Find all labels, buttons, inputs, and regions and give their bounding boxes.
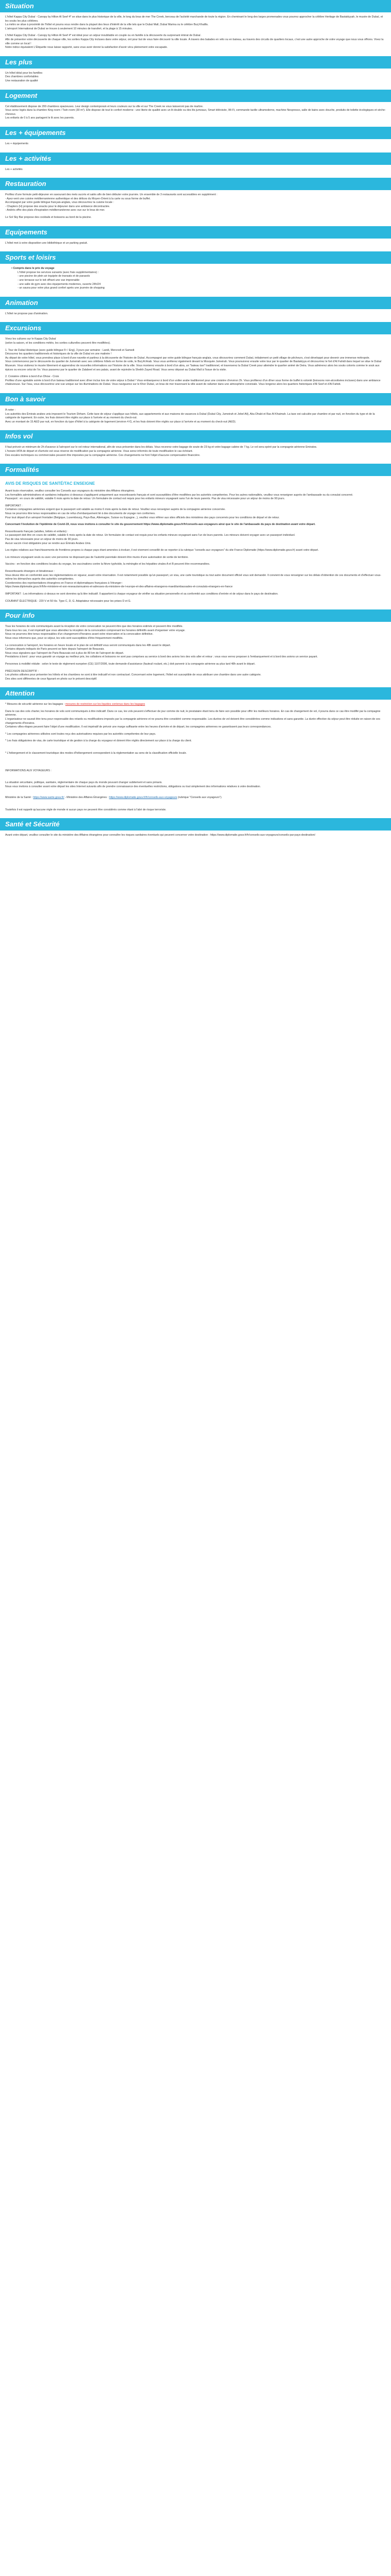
section-header-animation: Animation [0,297,391,309]
list-item: - une salle de gym avec des équipements modernes, ouverte 24h/24 [18,282,101,286]
pour-info-paragraph: La convocation à l'aéroport, les horaires en heure locale et le plan de vol définitif vous seront communiqués dans les 48h avant le départ. Certains départs indiqués de Paris peuvent se faire depuis l'aéroport de Beauvais. Nous vous signalons que l'aéroport de Paris Beauvais est à plus de 80 km de l'aéroport de départ. Prestations à bord : pour vous garantir un voyage au meilleur prix, les collations et boissons ne sont pas comprises au service à bord des avions lors des vols aller et retour ; vous vous verrez proposer à l'embarquement et à bord des avions un service payant. [5,643,318,659]
attention-paragraph: Dans le cas des vols charter, les horaires de vols sont communiqués à titre indicatif. Dans ce cas, les vols peuvent s'effectuer de jour comme de nuit, le prestataire étant tenu de faire son possible pour offrir les meilleurs horaires. En cas de changement de vol, il pourra dans ce cas être modifié par la compagnie aérienne. L'organisateur ne saurait être tenu pour responsable des retards ou modifications imposés par la compagnie aérienne et ne pourra être considéré comme responsable. Les durées de vol doivent être considérées comme indicatives et sans garantie. La durée effective du séjour peut être réduite en raison de ces changements d'horaires. Certaines villes-étapes peuvent faire l'objet d'une modification. Il est impératif de prévoir une marge suffisante entre les heures d'arrivée et de départ, les compagnies aériennes ne garantissent pas leurs correspondances. [5,709,381,729]
attention-paragraph: INFORMATIONS AUX VOYAGEURS : [5,769,52,772]
plus-activites-text: Les + activités [5,167,23,171]
section-header-excursions: Excursions [0,322,391,334]
section-header-plus: Les plus [0,56,391,69]
section-body-bon-a-savoir [0,405,391,430]
pour-info-paragraph: Personnes à mobilité réduite : selon le texte de règlement européen (CE) 1107/2006, toute demande d'assistance (fauteuil roulant, etc.) doit parvenir à la compagnie aérienne au plus tard 48h avant le départ. [5,662,255,666]
attention-paragraph: * Les frais obligatoires de visa, de carte touristique et de gestion à la charge du voyageur et doivent être réglés directement sur place à la charge du client. [5,739,192,743]
formalites-subheading: AVIS DE RISQUES DE SANTÉ/TAC ENSEIGNE [5,481,95,486]
section-body-plus [0,69,391,90]
pour-info-paragraph: PRÉCISION DESCRIPTIF : Les photos utilisées pour présenter les hôtels et les chambres ne sont à titre indicatif et non contractuel. Concernant votre logement, l'hôtel est susceptible de vous attribuer une chambre dans une autre catégorie. Des sites sont différentes de ceux figurant en photo sur le présent descriptif. [5,669,262,681]
equipements-paragraph: L'hôtel met à votre disposition une bibliothèque et un parking gratuit. [5,241,88,245]
section-body-equipements [0,239,391,252]
plus-list: Un hôtel idéal pour les familles Des chambres confortables Une restauration de qualité [5,71,43,82]
section-header-bon-a-savoir: Bon à savoir [0,393,391,405]
restauration-paragraph: Le Sol Sky Bar propose des cocktails et boissons au bord de la piscine. [5,216,92,219]
section-body-infos-vol [0,443,391,464]
section-header-equipements: Equipements [0,226,391,239]
list-item: • Compris dans le prix du voyage [11,267,55,270]
section-body-logement [0,102,391,127]
section-header-logement: Logement [0,90,391,102]
infos-vol-paragraph: Il faut prévoir un minimum de 2h d'avance à l'aéroport sur le vol retour international, afin de vous présenter dans les délais. Vous recevrez votre bagage de soute de 23 kg et votre bagage cabine de 7 kg. Le vol sera opéré par la compagnie aérienne Emirates. L'horaire IATA de départ et d'arrivée est sous réserve de modification par la compagnie aérienne. Vous serez informés de toute modification le cas échéant. Des escales techniques ou commerciales peuvent être imposées par la compagnie aérienne. Ces changements ne font l'objet d'aucune compensation financière. [5,446,317,457]
foreign-affairs-link[interactable]: https://www.diplomatie.gouv.fr/fr/conseils-aux-voyageurs [109,796,177,799]
attention-text: - Ministère des Affaires Étrangères : [64,796,109,799]
restauration-paragraph: Profitez d'une formule petit-déjeuner en savourant des mets sucrés et salés afin de bien débuter votre journée. Un ensemble de 3 restaurants sont accessibles en supplément : - Ayez-vent une cuisine méditerranéenne authentique et des délices du Moyen-Orient à la carte ou sous forme de buffet. Accompagné par votre guide bilingue français-anglais, vous découvrirez la cuisine locale : - Chapters (H) propose des snacks pour le déjeuner dans une ambiance décontractée. - Andrés offre des plats d'inspiration méditerranéenne avec vue sur le bras de mer. [5,193,218,212]
formalites-paragraph: Ressortissants étrangers et binationaux : Vous devez être en conformité avec les réglementations en vigueur, avant votre réservation. Il est notamment possible qu'un passeport, un visa, une carte touristique ou tout autre document officiel vous soit demandé. Il convient de vous renseigner sur les délais d'obtention de ces documents et d'effectuer vous-même les démarches auprès des autorités compétentes. Coordonnées des représentations étrangères en France et diplomatiques françaises à l'étranger : https://www.diplomatie.gouv.fr/fr/le-ministere-et-son-reseau/annuaires-et-adresses-du-ministere-de-l-europe-et-des-affaires-etrangeres-maedi/ambassades-et-consulats-etrangers-en-france [5,570,381,589]
attention-text: Ministère de la Santé : [5,796,34,799]
section-body-attention [0,700,391,818]
situation-paragraph: L'hôtel Kappa City Dubaï - Canopy by Hilton Al Seef 4* se situe dans le plus historique de la ville, le long du bras de mer The Creek, berceau de l'activité marchande de toute la région. En cheminant le long des larges promenades vous pourrez approcher la célèbre Heritage de Bastakiyyah, le musée de Dubaï, et les souks les plus célèbres. La métro se situe à proximité de l'hôtel et pourra vous rendre dans la plupart des lieux d'intérêt de la ville tels que le Dubaï Mall, Dubaï Marina ou le célèbre Burj Khalifa. L'aéroport International de Dubaï se trouve à seulement 10 minutes de transfert, et la plage à 15 minutes. [5,15,383,30]
health-ministry-link[interactable]: https://www.sante.gouv.fr/ [33,796,64,799]
excursions-paragraph: 1. Tour de Dubai Historique (avec guide bilingue Fr / Eng), 3 jours par semaine : Landi, Mercredi et Samedi Découvrez les quartiers traditionnels et historiques de la ville de Dubaï en une matinée ! Au départ de votre hôtel, vous prendrez place à bord d'une navette et partirez à la découverte de l'histoire de Dubaï. Accompagné par votre guide bilingue français-anglais, vous découvrirez comment Dubaï, initialement un petit village de pêcheurs, s'est développé pour devenir une immense métropole. Vous commencerez par le découverte du quartier de Jumeirah avec ses célèbres hôtels en forme de voile, le Burj Al Arab. Vous vous arrêterez également devant la Mosquée Jumeirah. Vous poursuivrez ensuite votre tour par le quartier de Bastakiyya et découvrirez le fort d'Al Fahidi dans lequel se situe le Dubaï Museum. Vous visiterez le musée librement et apprendrez de nouvelles informations sur l'histoire de la ville. Vous monterez ensuite à bord d'un abra, un "bateau taxi" traditionnel, et traverserez la Dubaï Creek pour atteindre le quartier animé de Deira. Vous admirerez alors les souks colorés comme le souk aux épices ou encore celui de l'or. Vous passerez par le quartier de Zalabeel et ses palais, avant de rejoindre la Sheikh Zayed Road. Vous serez déposé au Dubai Mall à l'issue de la visite. [5,348,382,371]
attention-paragraph [5,792,386,800]
section-body-sports [0,264,391,297]
section-body-excursions [0,334,391,393]
attention-paragraph [5,703,386,707]
attention-paragraph: * Les compagnies aériennes utilisées sont toutes reçu des autorisations requises par les autorités compétentes de leur pays. [5,732,156,736]
sports-list [11,267,386,291]
formalites-paragraph: Les mineurs voyageant seuls ou avec une personne ne disposant pas de l'autorité parentale doivent être munis d'une autorisation de sortie de territoire. [5,555,189,559]
pour-info-paragraph: Tous les horaires de vols communiqués avant la réception de votre convocation ne peuvent être que des horaires estimés et peuvent être modifiés. Dans tous les cas, il est impératif que vous attendiez la réception de la convocation comprenant les horaires définitifs avant d'organiser votre voyage. Nous ne pourrons être tenus responsables d'un changement d'horaires avant votre réservation et la convocation définitive. Nous vous informons que, pour ce séjour, les vols sont susceptibles d'être fréquemment modifiés. [5,625,186,640]
sante-paragraph: Avant votre départ, veuillez consulter le site du ministère des Affaires étrangères pour connaître les risques sanitaires éventuels qui peuvent concerner votre destination : https://www.diplomatie.gouv.fr/fr/conseils-aux-voyageurs/conseils-par-pays-destination/ [5,834,316,837]
excursions-paragraph: Vivez les cultures sur le Kappa City Dubaï (selon la saison, et les conditions météo, les sorties culturelles peuvent être modifiées). [5,337,111,345]
list-item: L'hôtel propose les services suivants (avec frais supplémentaires) : [18,270,99,274]
attention-paragraph: Toutefois il est rappelé qu'aucune règle de monde ni aucun pays ne peuvent être considérés comme étant à l'abri de risque terroriste. [5,808,167,811]
attention-paragraph: * L'hébergement et le classement touristique des modes d'hébergement correspondent à la réglementation au sens de la classification officielle locale. [5,752,187,755]
section-body-sante [0,831,391,844]
formalites-paragraph: IMPORTANT : Les informations ci-dessus ne sont données qu'à titre indicatif. Il appartient à chaque voyageur de vérifier sa situation personnelle et sa conformité aux conditions d'entrée et de séjour dans le pays de destination. [5,592,279,596]
section-header-formalites: Formalités [0,464,391,476]
formalites-paragraph: Vaccins : en fonction des conditions locales du voyage, les vaccinations contre la fièvre typhoïde, la méningite et les hépatites virales A et B peuvent être recommandées. [5,563,210,566]
plus-equipements-text: Les + équipements [5,142,28,145]
liquids-restriction-link[interactable]: mesures de restriction sur les liquides contenus dans les bagages [65,703,145,706]
logement-paragraph: Cet établissement dispose de 200 chambres spacieuses. Leur design contemporain et leurs couleurs sur la ville et sur The Creek ne vous laisseront pas de marbre. Vous serez logés dans la chambre King room / Twin room (30 m²). Elle dispose de tout le confort moderne : une literie de qualité avec un lit double ou des lits jumeaux, Smart télévisée, Wi-Fi, commande tactile ultramoderne, machine Nespresso, salle de bains avec douche, produits de toilette écologiques et sèche-cheveux. Les enfants de 0 à 5 ans partagent le lit avec les parents. [5,105,386,120]
section-header-attention: Attention [0,687,391,700]
sports-list-head: Compris dans le prix du voyage [13,267,55,270]
section-body-situation [0,12,391,56]
formalites-paragraph: COURANT ÉLECTRIQUE : 220 V et 50 Hz. Type C, D, G. Adaptateur nécessaire pour les prises D et G. [5,599,132,603]
section-header-pour-info: Pour info [0,609,391,622]
section-header-sante: Santé et Sécurité [0,818,391,831]
formalites-paragraph: Les règles relatives aux franchissements de frontières propres à chaque pays étant amenées à évoluer, il est vivement conseillé de se reporter à la rubrique "conseils aux voyageurs" du site France Diplomatie (https://www.diplomatie.gouv.fr) avant votre départ. [5,549,319,552]
section-header-infos-vol: Infos vol [0,430,391,443]
section-body-restauration [0,190,391,226]
section-header-situation: Situation [0,0,391,12]
list-item: - une piscine de plein air équipée de transats et de parasols [18,275,90,278]
section-body-plus-equipements [0,139,391,152]
bon-a-savoir-paragraph: À noter : Les autorités des Émirats arabes unis imposent le Tourism Dirham. Cette taxe de séjour s'applique aux hôtels, aux appartements et aux maisons de vacances à Dubaï (Dubaï City, Jumeirah et Jebel Ali), Abu Dhabi et Ras Al Khaimah. La taxe est calculée par chambre et par nuit, en fonction du type et de la catégorie de logement. En outre, les frais doivent être réglés sur place à l'arrivée et au moment du check-out. Avec un montant de 15 AED par nuit, en fonction du type d'hôtel à la catégorie de logement (environ 4 €), et les frais doivent être réglés sur place à l'arrivée et au moment du check-out (AED). [5,408,375,423]
section-header-plus-activites: Les + activités [0,152,391,165]
formalites-paragraph: Concernant l'évolution de l'épidémie de Covid-19, nous vous invitons à consulter le site du gouvernement https://www.diplomatie.gouv.fr/fr/conseils-aux-voyageurs ainsi que le site de l'ambassade du pays de destination avant votre départ. [5,523,316,527]
section-header-plus-equipements: Les + équipements [0,127,391,139]
formalites-paragraph: IMPORTANT : Certaines compagnies aériennes exigent que le passeport soit valable au moins 6 mois après la date de retour. Veuillez vous renseigner auprès de la compagnie aérienne concernée. Nous ne pourrons être tenus responsables en cas de refus d'embarquement lié à des documents de voyage non conformes. Pour tout départ d'un aéroport frontalier (Belgique, Luxembourg, Pays-Bas, Allemagne, Suisse ou Espagne...), veuillez vous référer aux sites officiels des ministères des pays concernés pour les conditions de départ et de retour. [5,504,280,519]
formalites-paragraph: Ressortissants français (adultes, bébés et enfants) : Le passeport doit être en cours de validité, valable 6 mois après la date de retour. Un formulaire de contact est requis pour les enfants mineurs voyageant sans l'un de leurs parents. Les mineurs doivent voyager avec un passeport individuel. Pas de visa nécessaire pour un séjour de moins de 90 jours. Aucun vaccin n'est obligatoire pour se rendre aux Émirats Arabes Unis. [5,530,296,545]
attention-text: * Mesures de sécurité aérienne sur les bagages : [5,703,66,706]
attention-paragraph: La situation sécuritaire, politique, sanitaire, réglementaire de chaque pays du monde pouvant changer subitement et sans préavis. Nous vous invitons à consulter avant votre départ les sites Internet suivants afin de prendre connaissance des éventuelles restrictions, obligations ou tout simplement des informations relatives à votre destination. [5,781,261,788]
section-body-pour-info [0,622,391,687]
list-item: - un sauna pour votre plus grand confort après une journée de shopping [18,286,105,290]
section-body-plus-activites [0,165,391,178]
section-header-restauration: Restauration [0,178,391,190]
section-body-formalites [0,476,391,609]
excursions-paragraph: 2. Croisière côtière à bord d'un Dhow - Croix Profitez d'une agréable soirée à bord d'un bateau traditionnel avec dîner inclus lors de votre séjour à Dubaï ! Vous embarquerez à bord d'un voilier arabe traditionnel pour une croisière d'environ 2h. Vous profiterez d'un dîner sous forme de buffet à volonté (boissons non-alcoolisées incluses) dans une ambiance chaleureuse. Sur l'eau, vous découvrirez une vue unique sur les illuminations de Dubaï. Vous naviguerez sur le Khor Dubaï, un bras de mer traversant la ville avant de rallumer dans une atmosphère conviviale. Vous longerez alors les quartiers historiques d'Al Seef et d'Al Fahidi. [5,375,381,386]
attention-text: (rubrique "Conseils aux voyageurs"). [177,796,222,799]
section-body-animation [0,309,391,323]
situation-paragraph: L'hôtel Kappa City Dubaï - Canopy by Hilton Al Seef 4* est idéal pour un séjour inoubliable en couple ou en famille à la découverte du surprenant émirat de Dubaï. Afin de présenter votre découverte de chaque ville, les sorties Kappa City incluses dans votre séjour, ont pour but de vous faire découvrir la ville locale. À travers des balades en vélo ou en bateau, au travers des circuits de quartiers locaux, c'est une autre approche de votre voyage que nous vous offrons. Vivez la ville comme un local ! Notre indice équivalent L'Étiquette nous laisse rapporté, sans vous avoir donné la satisfaction d'avoir vécu pleinement votre escapade. [5,34,384,49]
list-item: - une terrasse sur le toit offrant une vue imprenable [18,279,80,282]
animation-paragraph: L'hôtel ne propose pas d'animation. [5,312,48,315]
section-header-sports: Sports et loisirs [0,251,391,264]
formalites-paragraph: Avant toute réservation, veuillez consulter les Conseils aux voyageurs du ministère des Affaires étrangères. Les formalités administratives et sanitaires indiquées ci-dessous s'appliquent uniquement aux ressortissants français et sont susceptibles d'être modifiées par les autorités compétentes. Pour les autres nationalités, veuillez vous renseigner auprès de l'ambassade ou du consulat concerné. Passeport : en cours de validité, valable 6 mois après la date de retour. Un formulaire de contact est requis pour les enfants mineurs voyageant sans l'un de leurs parents. Pas de visa nécessaire pour un séjour de moins de 90 jours. [5,489,353,501]
